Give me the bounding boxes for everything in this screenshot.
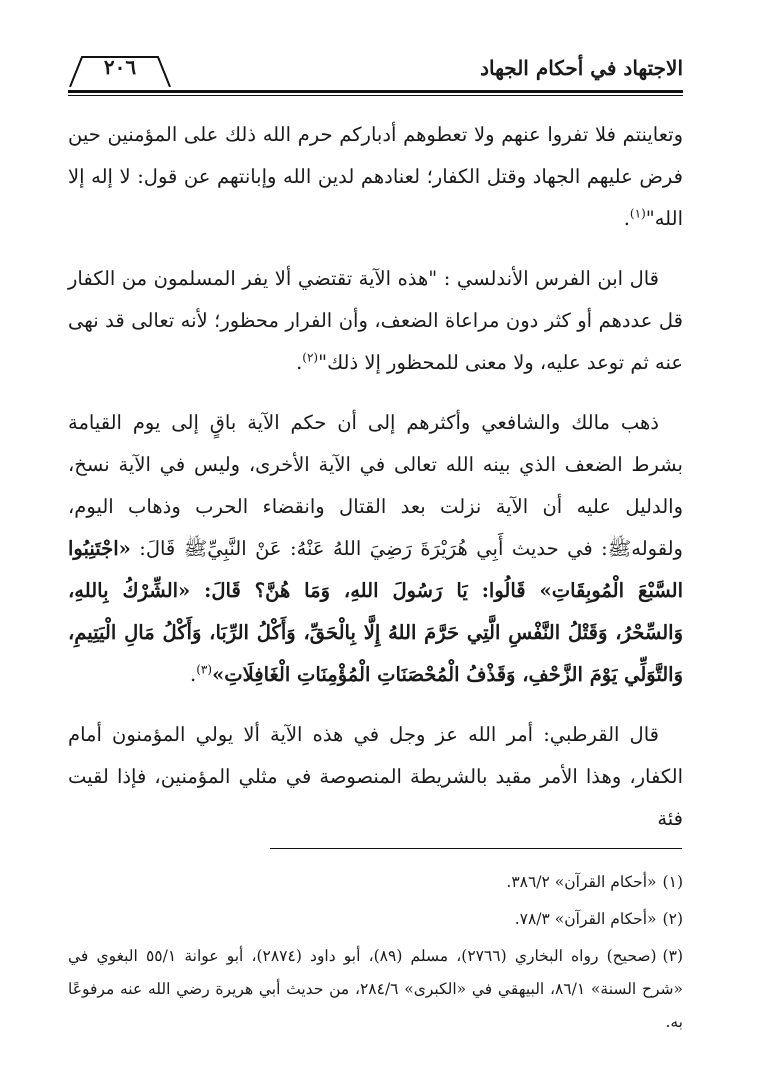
footnote-mark: (١): [662, 873, 683, 891]
paragraph-2-text: قال ابن الفرس الأندلسي : "هذه الآية تقتضي ألا يفر المسلمون من الكفار قل عددهم أو كثر دون مراعاة الضعف، وأن الفرار محظور؛ لأنه تعالى قد نهى عنه ثم توعد عليه، ولا معنى للمحظور إلا ذلك": [68, 267, 683, 374]
paragraph-4-text: قال القرطبي: أمر الله عز وجل في هذه الآية ألا يولي المؤمنون أمام الكفار، وهذا الأمر مقيد بالشريطة المنصوصة في مثلي المؤمنين، فإذا لقيت فئة: [68, 723, 683, 830]
footnote-separator: [270, 848, 682, 849]
footnote-ref-1[interactable]: (١): [629, 206, 646, 221]
main-text: [68, 114, 683, 858]
paragraph-3-text-b: : في حديث أَبِي هُرَيْرَةَ رَضِيَ اللهُ عَنْهُ: عَنْ النَّبِيِّ: [207, 537, 608, 560]
footnote-3: [68, 940, 683, 1039]
salawat-glyph-2: ﷺ: [183, 537, 208, 560]
hadith-text: «اجْتَنِبُوا السَّبْعَ الْمُوبِقَاتِ» قَالُوا: يَا رَسُولَ اللهِ، وَمَا هُنَّ؟ قَالَ: «الشِّرْكُ بِاللهِ، وَالسِّحْرُ، وَقَتْلُ النَّفْسِ الَّتِي حَرَّمَ اللهُ إِلَّا بِالْحَقِّ، وَأَكْلُ الرِّبَا، وَأَكْلُ مَالِ الْيَتِيمِ، وَالتَّوَلِّي يَوْمَ الزَّحْفِ، وَقَذْفُ الْمُحْصَنَاتِ الْمُؤْمِنَاتِ الْغَافِلَاتِ»: [68, 537, 683, 686]
paragraph-1-text: وتعاينتم فلا تفروا عنهم ولا تعطوهم أدباركم حرم الله ذلك على المؤمنين حين فرض عليهم الجهاد وقتل الكفار؛ لعنادهم لدين الله وإبانتهم عن قول: لا إله إلا الله": [68, 123, 683, 230]
footnote-2: [68, 903, 683, 936]
footnote-text: «أحكام القرآن» ٧٨/٣.: [514, 910, 657, 928]
salawat-glyph: ﷺ: [607, 537, 632, 560]
footnote-1: [68, 866, 683, 899]
page-number: ٢٠٦: [103, 55, 137, 79]
paragraph-3-text: ذهب مالك والشافعي وأكثرهم إلى أن حكم الآية باقٍ إلى يوم القيامة بشرط الضعف الذي بينه الله تعالى في الآية الأخرى، وليس في الآية نسخ، والدليل عليه أن الآية نزلت بعد القتال وانقضاء الحرب وذهاب اليوم، ولقوله: [68, 411, 683, 560]
footnote-ref-2[interactable]: (٢): [302, 350, 319, 365]
footnotes: [68, 866, 683, 1043]
paragraph-4: [68, 714, 683, 840]
page-number-badge: [68, 53, 172, 83]
book-title: الاجتهاد في أحكام الجهاد: [480, 56, 683, 80]
paragraph-2-end: .: [296, 351, 303, 374]
footnote-mark: (٢): [662, 910, 683, 928]
paragraph-2: [68, 258, 683, 384]
running-header: [68, 48, 683, 94]
paragraph-3: [68, 402, 683, 696]
paragraph-3-text-c: قَالَ:: [130, 537, 184, 560]
paragraph-1: [68, 114, 683, 240]
header-rule: [68, 90, 683, 96]
footnote-mark: (٣): [662, 947, 683, 965]
footnote-text: (صحيح) رواه البخاري (٢٧٦٦)، مسلم (٨٩)، أبو داود (٢٨٧٤)، أبو عوانة ٥٥/١ البغوي في «شرح السنة» ٨٦/١، البيهقي في «الكبرى» ٢٨٤/٦، من حديث أبي هريرة رضي الله عنه مرفوعًا به.: [68, 947, 683, 1031]
paragraph-1-end: .: [623, 207, 630, 230]
footnote-ref-3[interactable]: (٣): [196, 662, 213, 677]
footnote-text: «أحكام القرآن» ٣٨٦/٢.: [506, 873, 657, 891]
hadith-end: .: [190, 663, 197, 686]
